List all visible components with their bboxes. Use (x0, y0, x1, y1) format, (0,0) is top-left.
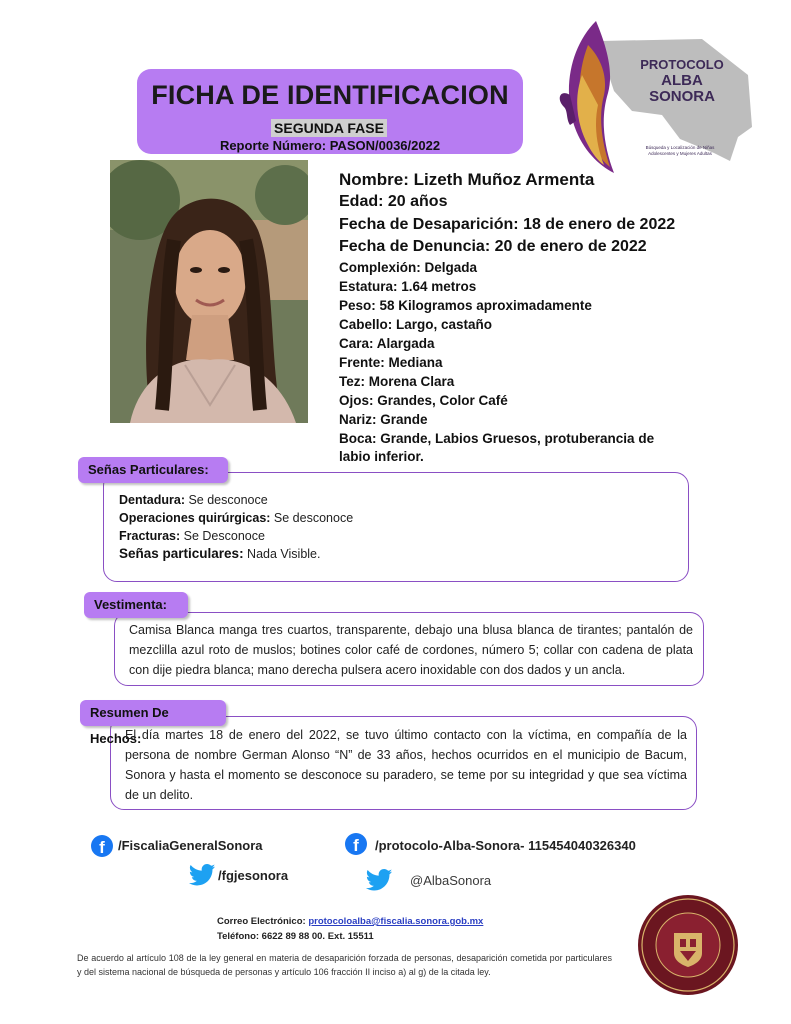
fiscalia-seal (636, 893, 740, 997)
twitter-link-fgje[interactable]: /fgjesonora (218, 868, 289, 883)
summary-tab: Resumen De Hechos: (80, 700, 226, 726)
logo-tagline-2: Adolescentes y Mujeres Adultas (648, 151, 712, 156)
email-label: Correo Electrónico: (217, 916, 306, 927)
phase-label: SEGUNDA FASE (271, 119, 387, 137)
fractures-row (119, 526, 265, 546)
facebook-icon: f (345, 833, 367, 855)
fractures-label: Fracturas: (119, 529, 181, 543)
dental-row (119, 490, 268, 510)
report-number: Reporte Número: PASON/0036/2022 (219, 138, 441, 153)
particular-label: Señas particulares: (119, 546, 244, 561)
particular-value: Nada Visible. (247, 547, 321, 561)
document-title: FICHA DE IDENTIFICACION (151, 80, 509, 110)
email-link[interactable]: protocoloalba@fiscalia.sonora.gob.mx (308, 916, 484, 927)
protocolo-alba-logo (552, 15, 757, 175)
height: Estatura: 1.64 metros (339, 279, 477, 294)
person-name: Nombre: Lizeth Muñoz Armenta (339, 170, 595, 189)
forehead: Frente: Mediana (339, 355, 443, 370)
skin-tone: Tez: Morena Clara (339, 374, 455, 389)
logo-text-1: PROTOCOLO (640, 57, 724, 72)
twitter-icon (188, 864, 216, 891)
dental-value: Se desconoce (188, 493, 268, 507)
facebook-link-protocolo[interactable]: /protocolo-Alba-Sonora- 115454040326340 (375, 838, 636, 853)
surgery-label: Operaciones quirúrgicas: (119, 511, 271, 525)
dental-label: Dentadura: (119, 493, 185, 507)
phone-row: Teléfono: 6622 89 88 00. Ext. 15511 (217, 931, 374, 942)
facebook-link-fiscalia[interactable]: /FiscaliaGeneralSonora (118, 838, 263, 853)
eyes: Ojos: Grandes, Color Café (339, 393, 508, 408)
face: Cara: Alargada (339, 336, 435, 351)
facebook-icon: f (91, 835, 113, 857)
disappearance-date: Fecha de Desaparición: 18 de enero de 2022 (339, 216, 676, 233)
missing-person-photo (110, 160, 308, 423)
summary-text: El día martes 18 de enero del 2022, se tuvo último contacto con la víctima, en compañía de la persona de nombre German Alonso “N” de 33 años, hechos ocurridos en el municipio de Bacum, Sonora y hasta el momento se desconoce su paradero, se teme por su integridad y que sea víctima de un delito. (125, 728, 687, 802)
nose: Nariz: Grande (339, 412, 428, 427)
surgery-value: Se desconoce (273, 511, 354, 525)
surgery-row (119, 508, 353, 528)
complexion: Complexión: Delgada (339, 260, 478, 275)
logo-text-2: ALBA (661, 72, 703, 89)
particular-row (119, 544, 320, 564)
report-date: Fecha de Denuncia: 20 de enero de 2022 (339, 238, 647, 255)
fractures-value: Se Desconoce (183, 529, 265, 543)
logo-tagline-1: Búsqueda y Localización de Niñas (645, 145, 715, 150)
person-age: Edad: 20 años (339, 193, 448, 210)
mouth: Boca: Grande, Labios Gruesos, protuberancia de labio inferior. (339, 431, 655, 464)
clothing-tab: Vestimenta: (84, 592, 188, 618)
clothing-text: Camisa Blanca manga tres cuartos, transparente, debajo una blusa blanca de tirantes; pantalón de mezclilla azul roto de muslos; botines color café de cordones, número 5; collar con cadena de plata con dije piedra blanca; mano derecha pulsera acero inoxidable con dos dados y un ancla. (129, 623, 693, 677)
hair: Cabello: Largo, castaño (339, 317, 493, 332)
weight: Peso: 58 Kilogramos aproximadamente (339, 298, 592, 313)
legal-notice: De acuerdo al artículo 108 de la ley general en materia de desaparición forzada de personas, desaparición cometida por particulares y del sistema nacional de búsqueda de personas y artículo 106 fracción II inciso a) al g) de la citada ley. (77, 953, 612, 977)
marks-tab: Señas Particulares: (78, 457, 228, 483)
logo-text-3: SONORA (649, 88, 715, 105)
email-row (217, 916, 483, 927)
twitter-icon (365, 869, 393, 896)
twitter-link-alba[interactable]: @AlbaSonora (410, 873, 492, 888)
